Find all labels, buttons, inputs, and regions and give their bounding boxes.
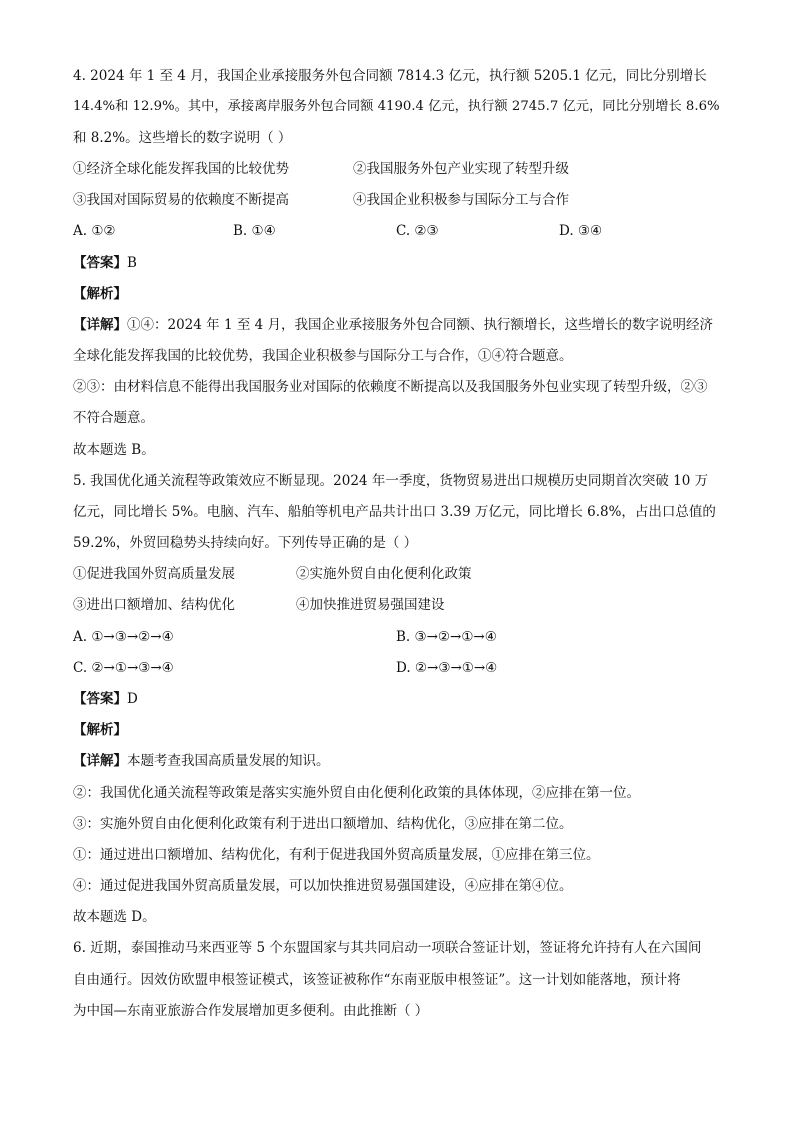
- q4-detail-line-3: ②③：由材料信息不能得出我国服务业对国际的依赖度不断提高以及我国服务外包业实现了转型升级，②③: [73, 379, 708, 395]
- q4-statement-4: ④我国企业积极参与国际分工与合作: [353, 192, 569, 208]
- q5-answer: [73, 689, 723, 709]
- q5-conclusion: 故本题选 D。: [73, 909, 156, 925]
- q5-choice-d: D. ②→③→①→④: [396, 660, 498, 676]
- q5-stem-line-3: 59.2%，外贸回稳势头持续向好。下列传导正确的是（ ）: [73, 535, 418, 551]
- detail-text: 本题考查我国高质量发展的知识。: [127, 753, 330, 769]
- q4-choice-b: B. ①④: [233, 223, 276, 239]
- q5-detail-line-5: ④：通过促进我国外贸高质量发展，可以加快推进贸易强国建设，④应排在第④位。: [73, 878, 573, 894]
- q6-stem-line-2: 自由通行。因效仿欧盟申根签证模式，该签证被称作“东南亚版申根签证”。这一计划如能落地，预计将: [73, 972, 681, 988]
- q4-stem-line-1: 4. 2024 年 1 至 4 月，我国企业承接服务外包合同额 7814.3 亿元，执行额 5205.1 亿元，同比分别增长: [73, 68, 707, 84]
- q5-choice-b: B. ③→②→①→④: [396, 629, 497, 645]
- answer-value: D: [127, 691, 138, 707]
- q5-stem-line-2: 亿元，同比增长 5%。电脑、汽车、船舶等机电产品共计出口 3.39 万亿元，同比增长 6.8%，占出口总值的: [73, 504, 716, 520]
- q4-stem-line-2: 14.4%和 12.9%。其中，承接离岸服务外包合同额 4190.4 亿元，执行额 2745.7 亿元，同比分别增长 8.6%: [73, 99, 720, 114]
- q4-conclusion: 故本题选 B。: [73, 442, 155, 458]
- q5-statement-4: ④加快推进贸易强国建设: [296, 597, 445, 613]
- q5-stem-line-1: 5. 我国优化通关流程等政策效应不断显现。2024 年一季度，货物贸易进出口规模历史同期首次突破 10 万: [73, 473, 709, 489]
- q5-detail-line-3: ③：实施外贸自由化便利化政策有利于进出口额增加、结构优化，③应排在第二位。: [73, 816, 573, 832]
- q5-statement-3: ③进出口额增加、结构优化: [73, 597, 235, 613]
- q4-answer: [73, 253, 723, 273]
- detail-label: 【详解】: [73, 753, 127, 769]
- q4-statement-2: ②我国服务外包产业实现了转型升级: [353, 161, 569, 177]
- q5-detail-line-4: ①：通过进出口额增加、结构优化，有利于促进我国外贸高质量发展，①应排在第三位。: [73, 847, 600, 863]
- analysis-label: 【解析】: [73, 286, 127, 302]
- analysis-label: 【解析】: [73, 722, 127, 738]
- q6-stem-line-3: 为中国—东南亚旅游合作发展增加更多便利。由此推断（ ）: [73, 1003, 429, 1019]
- q5-detail-line-2: ②：我国优化通关流程等政策是落实实施外贸自由化便利化政策的具体体现，②应排在第一位。: [73, 785, 640, 801]
- q4-detail-line-4: 不符合题意。: [73, 410, 154, 426]
- detail-label: 【详解】: [73, 317, 127, 333]
- q5-statement-2: ②实施外贸自由化便利化政策: [296, 566, 472, 582]
- q5-statement-1: ①促进我国外贸高质量发展: [73, 566, 235, 582]
- q4-detail-line-1: [73, 315, 723, 335]
- q6-stem-line-1: 6. 近期，泰国推动马来西亚等 5 个东盟国家与其共同启动一项联合签证计划，签证将允许持有人在六国间: [73, 940, 702, 956]
- q5-choice-c: C. ②→①→③→④: [73, 660, 174, 676]
- q4-detail-line-2: 全球化能发挥我国的比较优势，我国企业积极参与国际分工与合作，①④符合题意。: [73, 348, 573, 364]
- q4-choice-c: C. ②③: [396, 223, 439, 239]
- answer-label: 【答案】: [73, 255, 127, 271]
- q4-analysis-label: [73, 284, 723, 304]
- answer-label: 【答案】: [73, 691, 127, 707]
- q5-detail-line-1: [73, 751, 723, 771]
- q4-stem-line-3: 和 8.2%。这些增长的数字说明（ ）: [73, 130, 292, 146]
- q4-choice-a: A. ①②: [73, 223, 116, 239]
- q5-choice-a: A. ①→③→②→④: [73, 629, 174, 645]
- q4-statement-1: ①经济全球化能发挥我国的比较优势: [73, 161, 289, 177]
- answer-value: B: [127, 255, 137, 271]
- detail-text: ①④：2024 年 1 至 4 月，我国企业承接服务外包合同额、执行额增长，这些增长的数字说明经济: [127, 317, 713, 333]
- q5-analysis-label: [73, 720, 723, 740]
- q4-statement-3: ③我国对国际贸易的依赖度不断提高: [73, 192, 289, 208]
- q4-choice-d: D. ③④: [559, 223, 603, 239]
